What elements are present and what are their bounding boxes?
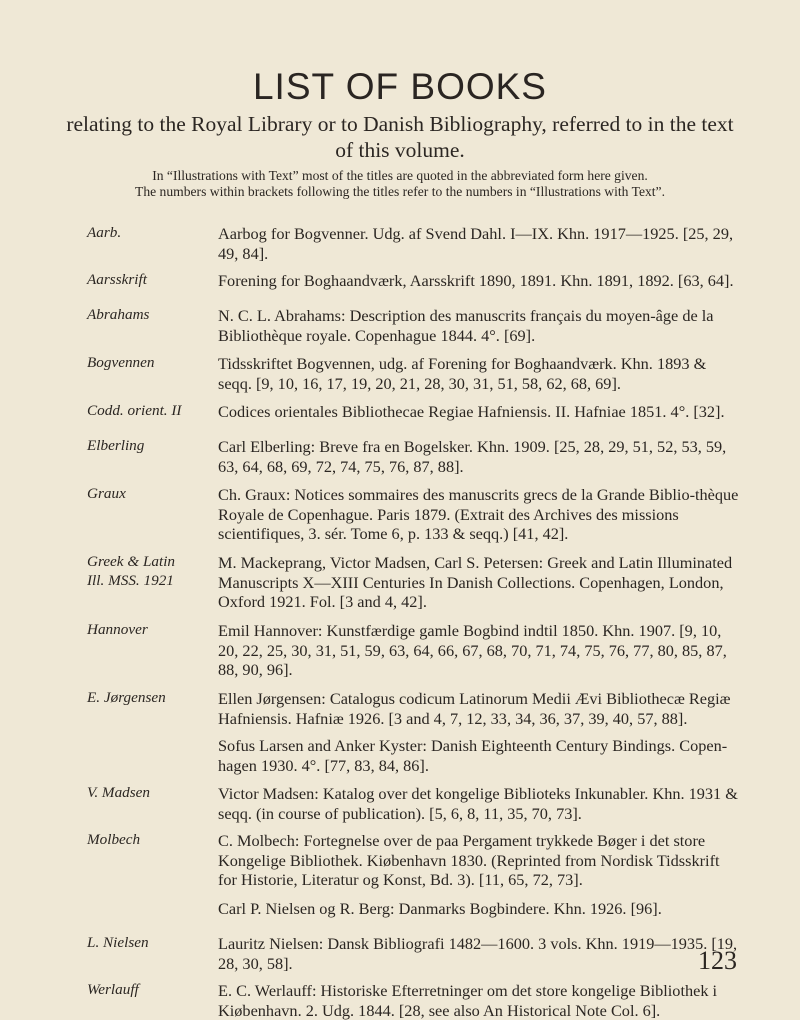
entry-description: E. C. Werlauff: Historiske Efterretninger om det store kongelige Bibliothek i Kiøbenhavn. 2. Udg. 1844. [28, see also An Historical Note Col. 6].	[218, 981, 718, 1020]
page-number: 123	[698, 946, 737, 975]
entry-description: Carl Elberling: Breve fra en Bogelsker. Khn. 1909. [25, 28, 29, 51, 52, 53, 59, 63, 64, 68, 69, 72, 74, 75, 76, 87, 88].	[218, 437, 727, 476]
entry-description: Forening for Boghaandværk, Aarsskrift 1890, 1891. Khn. 1891, 1892. [63, 64].	[218, 271, 734, 290]
entry-description: Ch. Graux: Notices sommaires des manuscrits grecs de la Grande Biblio-thèque Royale de Copenhague. Paris 1879. (Extrait des Archives des missions scientifiques, 3. sér. Tome 6, p. 133 & seqq.) [41, 42].	[218, 485, 739, 543]
entry-abbreviation: Aarb.	[87, 224, 122, 241]
entry-description: Ellen Jørgensen: Catalogus codicum Latinorum Medii Ævi Bibliothecæ Regiæ Hafniensis. Hafniæ 1926. [3 and 4, 7, 12, 33, 34, 36, 37, 39, 40, 57, 88].	[218, 689, 731, 728]
entry-description: Tidsskriftet Bogvennen, udg. af Forening for Boghaandværk. Khn. 1893 & seqq. [9, 10, 16, 17, 19, 20, 21, 28, 30, 31, 51, 58, 62, 68, 69].	[218, 354, 707, 393]
entry-abbreviation: Aarsskrift	[87, 271, 147, 288]
intro-line: In “Illustrations with Text” most of the titles are quoted in the abbreviated form here given.	[152, 168, 648, 183]
page-title: LIST OF BOOKS	[252, 66, 547, 107]
entry-abbreviation: Bogvennen	[87, 354, 155, 371]
entry-description: Aarbog for Bogvenner. Udg. af Svend Dahl. I—IX. Khn. 1917—1925. [25, 29, 49, 84].	[218, 224, 734, 263]
entry-abbreviation: Graux	[87, 485, 126, 502]
entry-abbreviation-line: Greek & Latin	[87, 553, 176, 570]
entry-description: Carl P. Nielsen og R. Berg: Danmarks Bogbindere. Khn. 1926. [96].	[218, 899, 662, 918]
entry-description: Victor Madsen: Katalog over det kongelige Biblioteks Inkunabler. Khn. 1931 & seqq. (in course of publication). [5, 6, 8, 11, 35, 70, 73].	[218, 784, 738, 823]
entry-description: Sofus Larsen and Anker Kyster: Danish Eighteenth Century Bindings. Copen-hagen 1930. 4°. [77, 83, 84, 86].	[218, 736, 728, 775]
entry-abbreviation: Molbech	[87, 831, 141, 848]
entry-abbreviation: Abrahams	[87, 306, 150, 323]
entry-abbreviation: Codd. orient. II	[87, 402, 182, 419]
entry-abbreviation: Werlauff	[87, 981, 139, 998]
entry-abbreviation: Elberling	[87, 437, 145, 454]
entry-description: Codices orientales Bibliothecae Regiae Hafniensis. II. Hafniae 1851. 4°. [32].	[218, 402, 725, 421]
entry-description: N. C. L. Abrahams: Description des manuscrits français du moyen-âge de la Bibliothèque royale. Copenhague 1844. 4°. [69].	[218, 306, 714, 345]
entry-abbreviation	[87, 553, 175, 590]
entry-description: Lauritz Nielsen: Dansk Bibliografi 1482—1600. 3 vols. Khn. 1919—1935. [19, 28, 30, 58].	[218, 934, 738, 973]
entry-abbreviation: Hannover	[87, 621, 148, 638]
entry-abbreviation: E. Jørgensen	[87, 689, 166, 706]
entry-abbreviation: V. Madsen	[87, 784, 150, 801]
entry-abbreviation: L. Nielsen	[87, 934, 149, 951]
entry-description: C. Molbech: Fortegnelse over de paa Pergament trykkede Bøger i det store Kongelige Bibliothek. Kiøbenhavn 1830. (Reprinted from Nordisk Tidsskrift for Historie, Literatur og Konst, Bd. 3). [11, 65, 72, 73].	[218, 831, 720, 889]
entry-description: M. Mackeprang, Victor Madsen, Carl S. Petersen: Greek and Latin Illuminated Manuscripts X—XIII Centuries In Danish Collections. Copenhagen, London, Oxford 1921. Fol. [3 and 4, 42].	[218, 553, 733, 611]
page-subtitle: relating to the Royal Library or to Danish Bibliography, referred to in the text of this volume.	[66, 112, 734, 162]
entry-abbreviation-line: Ill. MSS. 1921	[87, 572, 174, 589]
entry-description: Emil Hannover: Kunstfærdige gamle Bogbind indtil 1850. Khn. 1907. [9, 10, 20, 22, 25, 30, 31, 51, 59, 63, 64, 66, 67, 68, 70, 71, 74, 75, 76, 77, 80, 85, 87, 88, 90, 96].	[218, 621, 727, 679]
intro-line: The numbers within brackets following the titles refer to the numbers in “Illustrations with Text”.	[135, 184, 665, 199]
